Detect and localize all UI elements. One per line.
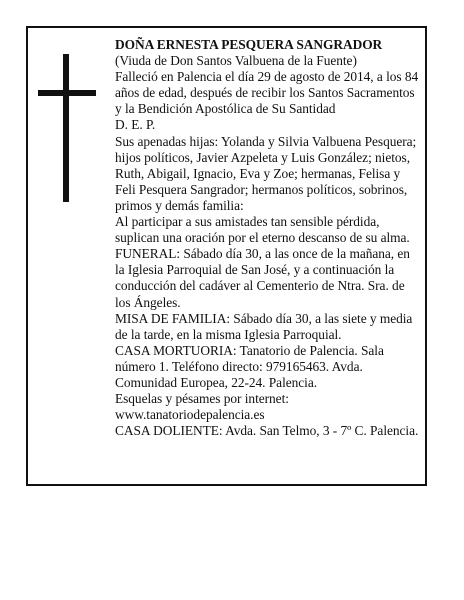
cross-horizontal-bar [38,90,96,96]
obituary-frame [26,26,427,486]
mortuary-info: CASA MORTUORIA: Tanatorio de Palencia. Sala número 1. Teléfono directo: 979165463. Avda. Comunidad Europea, 22-24. Palencia. [115,342,384,390]
internet-label: Esquelas y pésames por internet: [115,391,289,407]
prayer-request: Al participar a sus amistades tan sensible pérdida, suplican una oración por el eterno descanso de su alma. [115,214,410,246]
funeral-info: FUNERAL: Sábado día 30, a las once de la mañana, en la Iglesia Parroquial de San José, y a continuación la conducción del cadáver al Cementerio de Ntra. Sra. de los Ángeles. [115,246,410,310]
dep: D. E. P. [115,117,156,133]
mourning-house-info: CASA DOLIENTE: Avda. San Telmo, 3 - 7º C. Palencia. [115,423,419,439]
internet-url[interactable]: www.tanatoriodepalencia.es [115,407,265,423]
cross-vertical-bar [63,54,69,202]
deceased-name: DOÑA ERNESTA PESQUERA SANGRADOR [115,37,383,52]
obituary-text [115,37,421,439]
family-list: Sus apenadas hijas: Yolanda y Silvia Valbuena Pesquera; hijos políticos, Javier Azpeleta y Luis González; nietos, Ruth, Abigail, Ignacio, Eva y Zoe; hermanas, Felisa y Feli Pesquera Sangrador; hermanos políticos, sobrinos, primos y demás familia: [115,133,417,213]
family-mass-info: MISA DE FAMILIA: Sábado día 30, a las siete y media de la tarde, en la misma Iglesia Parroquial. [115,310,413,342]
death-details: Falleció en Palencia el día 29 de agosto de 2014, a los 84 años de edad, después de recibir los Santos Sacramentos y la Bendición Apostólica de Su Santidad [115,69,419,117]
cross-icon [38,54,96,202]
widow-of: (Viuda de Don Santos Valbuena de la Fuente) [115,53,357,69]
